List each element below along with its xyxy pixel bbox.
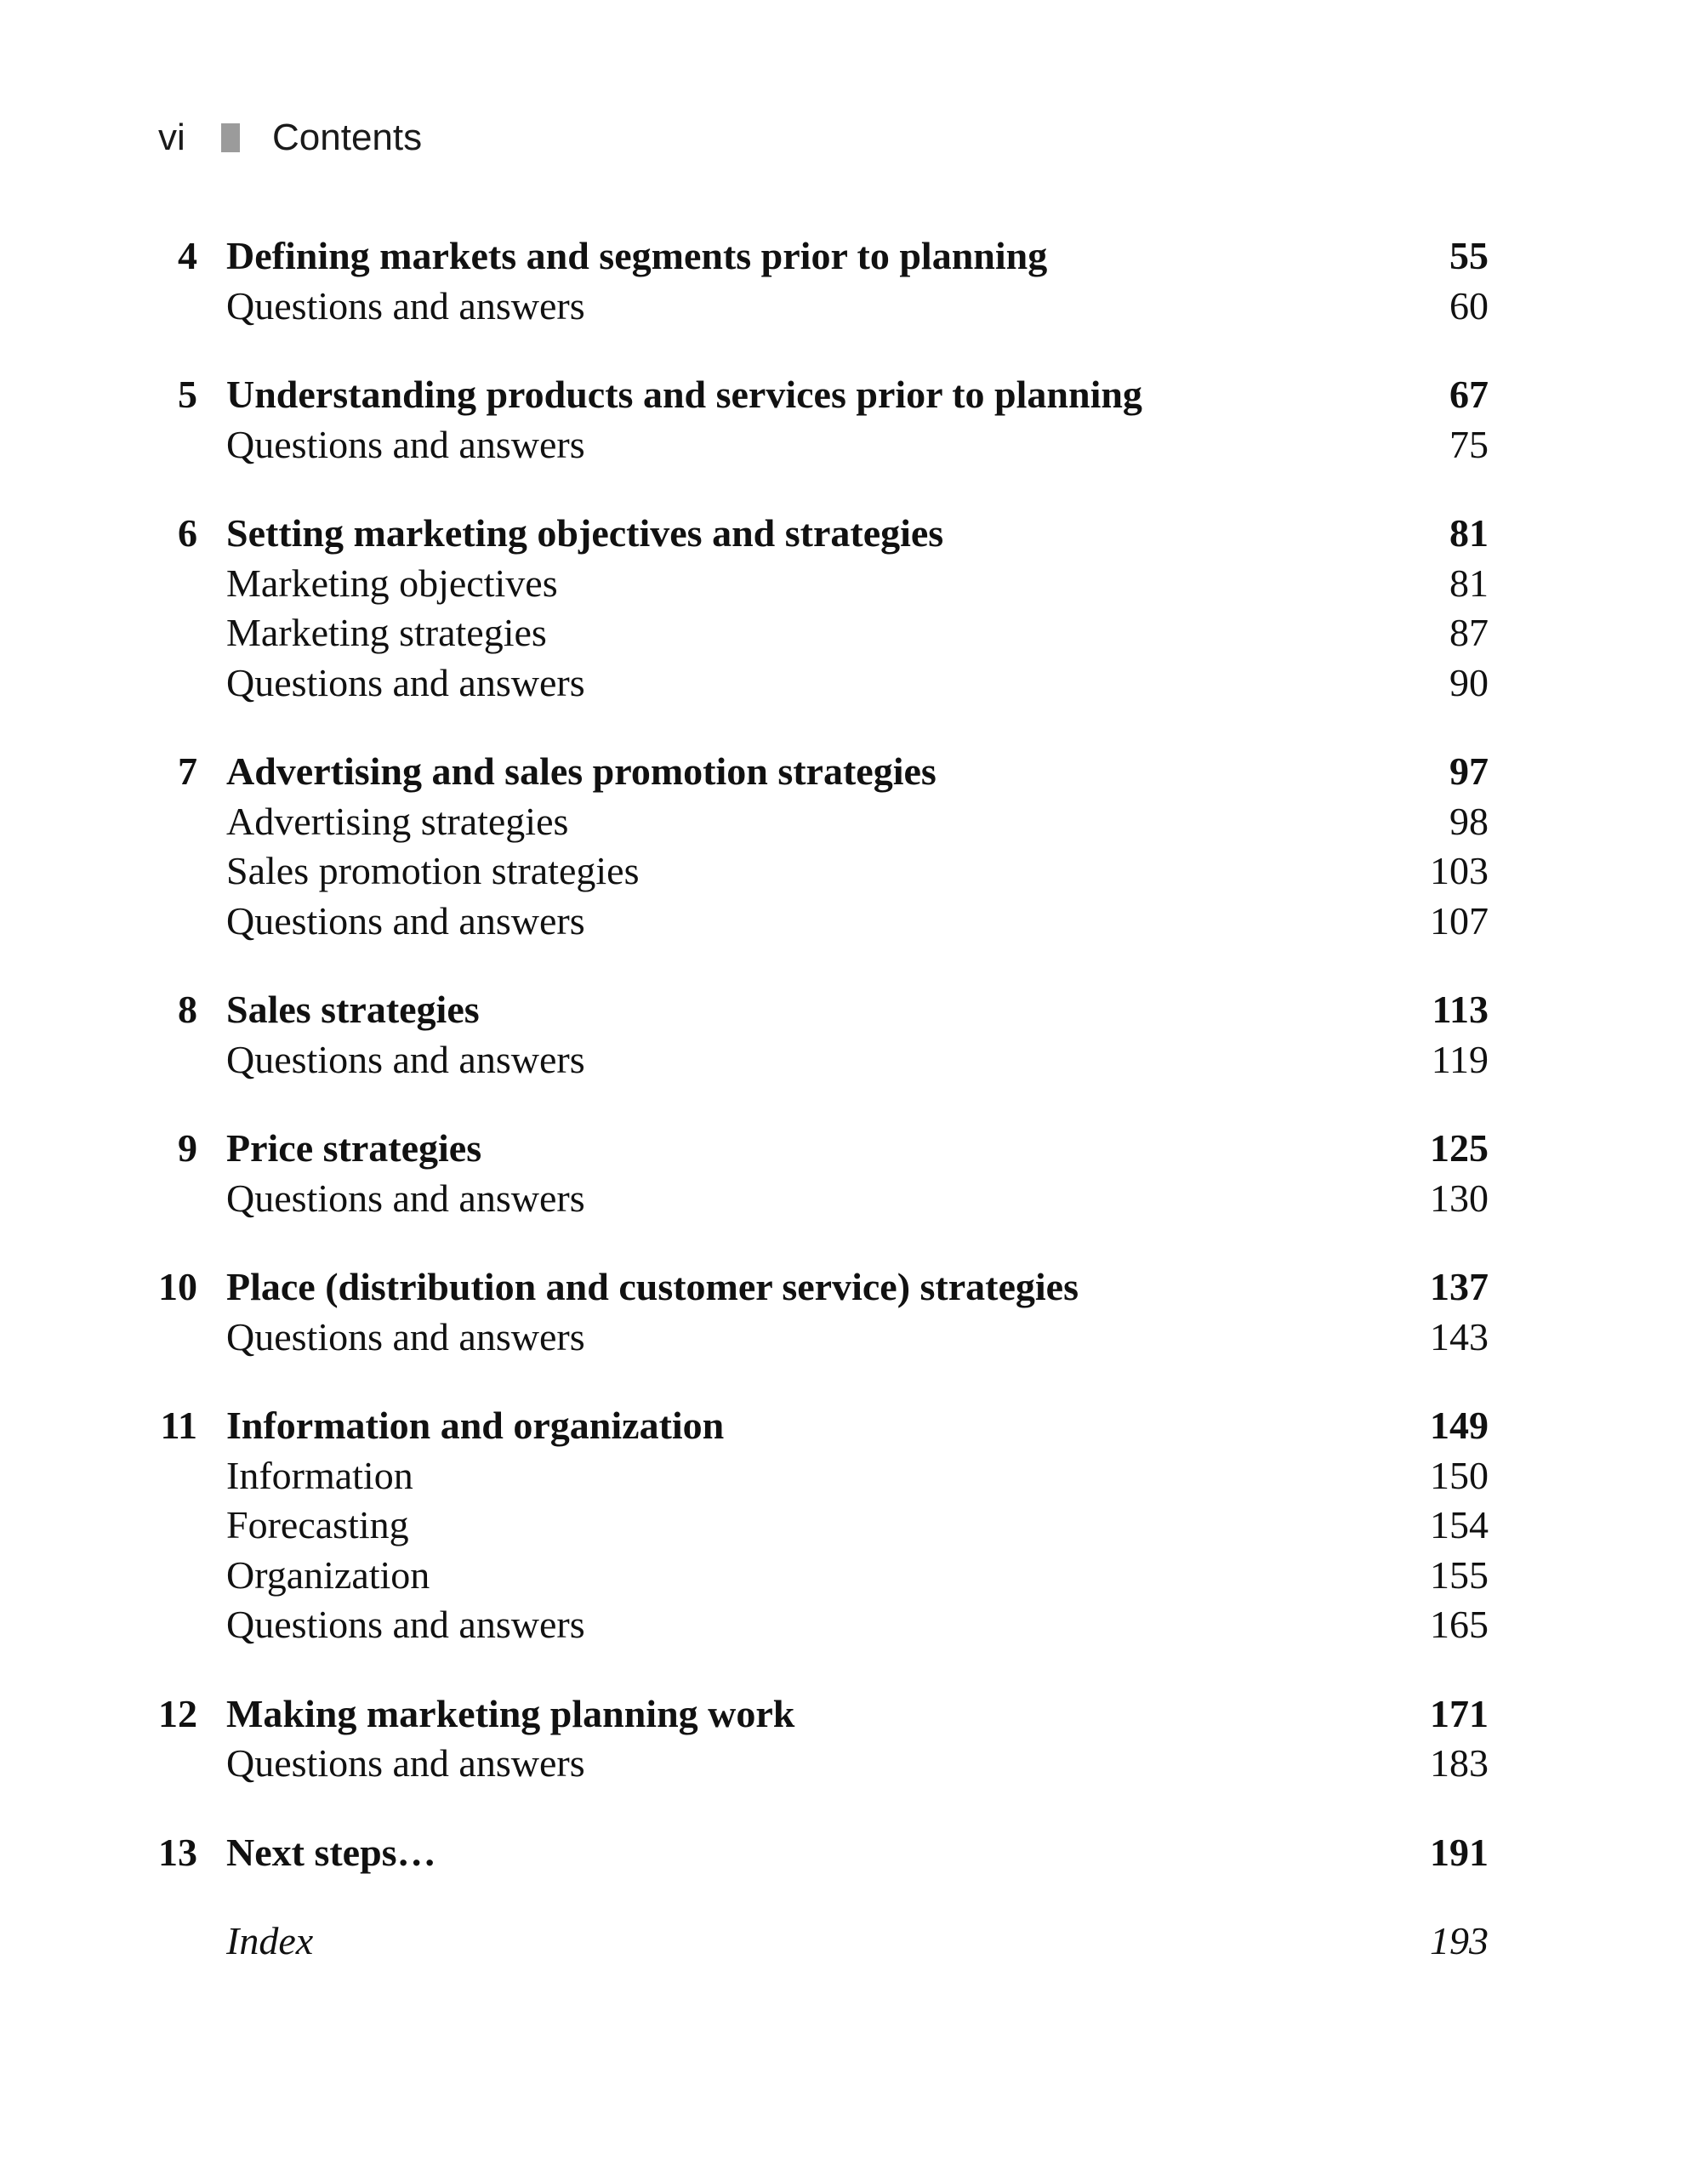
toc-entry-page: 154 xyxy=(1430,1503,1489,1546)
chapter-page: 137 xyxy=(1430,1265,1489,1308)
chapter-page: 67 xyxy=(1449,373,1489,416)
toc-entry-page: 90 xyxy=(1449,660,1489,704)
toc-entry-title: Questions and answers xyxy=(226,1176,585,1220)
section-title: Contents xyxy=(272,117,423,158)
chapter-title: Making marketing planning work xyxy=(226,1691,795,1735)
toc-entry-page: 119 xyxy=(1431,1037,1489,1081)
chapter-title: Setting marketing objectives and strategies xyxy=(226,511,944,555)
chapter-title: Advertising and sales promotion strategies xyxy=(226,749,937,793)
toc-chapter-13 xyxy=(0,1828,1708,1878)
toc-entry-title: Advertising strategies xyxy=(226,799,569,843)
chapter-title: Information and organization xyxy=(226,1404,725,1447)
toc-entry-row xyxy=(0,1600,1708,1650)
toc-entry-row xyxy=(0,897,1708,947)
chapter-page: 125 xyxy=(1430,1126,1489,1170)
toc-entry-row xyxy=(0,1035,1708,1085)
toc-chapter-12 xyxy=(0,1689,1708,1789)
toc-entry-title: Questions and answers xyxy=(226,660,585,704)
toc-entry-row xyxy=(0,1551,1708,1601)
toc-entry-page: 98 xyxy=(1449,799,1489,843)
chapter-page: 81 xyxy=(1449,511,1489,555)
toc-entry-row xyxy=(0,1501,1708,1551)
chapter-page: 55 xyxy=(1449,234,1489,277)
toc-entry-page: 87 xyxy=(1449,611,1489,654)
toc-entry-row xyxy=(0,797,1708,847)
toc-entry-title: Questions and answers xyxy=(226,1603,585,1646)
toc-entry-row xyxy=(0,282,1708,332)
chapter-heading-row xyxy=(0,1262,1708,1313)
chapter-heading-row xyxy=(0,370,1708,420)
chapter-number: 9 xyxy=(178,1126,197,1170)
toc-entry-page: 155 xyxy=(1430,1552,1489,1597)
chapter-page: 171 xyxy=(1430,1691,1489,1735)
index-title: Index xyxy=(226,1919,314,1962)
toc-entry-page: 75 xyxy=(1449,422,1489,466)
toc-entry-row xyxy=(0,1451,1708,1501)
chapter-title: Place (distribution and customer service) strategies xyxy=(226,1265,1079,1308)
toc-entry-row xyxy=(0,608,1708,658)
toc-entry-page: 130 xyxy=(1430,1176,1489,1220)
toc-chapter-5 xyxy=(0,370,1708,470)
toc-entry-title: Questions and answers xyxy=(226,283,585,327)
toc-entry-title: Marketing objectives xyxy=(226,561,558,605)
chapter-number: 4 xyxy=(178,234,197,277)
toc-entry-row xyxy=(0,846,1708,897)
chapter-heading-row xyxy=(0,985,1708,1035)
chapter-heading-row xyxy=(0,1828,1708,1878)
toc-chapter-11 xyxy=(0,1401,1708,1650)
index-page: 193 xyxy=(1430,1919,1489,1962)
toc-index-row xyxy=(0,1917,1708,1967)
toc-entry-row xyxy=(0,658,1708,709)
toc-entry-page: 60 xyxy=(1449,283,1489,327)
toc-entry-page: 165 xyxy=(1430,1603,1489,1646)
toc-entry-title: Organization xyxy=(226,1552,430,1597)
chapter-heading-row xyxy=(0,747,1708,797)
toc-entry-row xyxy=(0,1739,1708,1789)
toc-entry-title: Questions and answers xyxy=(226,1741,585,1785)
toc-entry-page: 107 xyxy=(1430,898,1489,943)
toc-entry-row xyxy=(0,559,1708,609)
chapter-page: 113 xyxy=(1432,988,1489,1031)
chapter-title: Next steps… xyxy=(226,1830,436,1874)
toc-entry-page: 150 xyxy=(1430,1453,1489,1497)
toc-chapter-10 xyxy=(0,1262,1708,1362)
table-of-contents xyxy=(0,231,1708,1967)
toc-chapter-8 xyxy=(0,985,1708,1085)
chapter-number: 6 xyxy=(178,511,197,555)
chapter-number: 13 xyxy=(158,1830,197,1874)
chapter-number: 10 xyxy=(158,1265,197,1308)
chapter-number: 5 xyxy=(178,373,197,416)
header-marker xyxy=(221,123,240,152)
toc-entry-page: 103 xyxy=(1430,849,1489,892)
toc-entry-title: Marketing strategies xyxy=(226,611,547,654)
toc-entry-title: Questions and answers xyxy=(226,1314,585,1358)
toc-chapter-9 xyxy=(0,1124,1708,1223)
chapter-number: 8 xyxy=(178,988,197,1031)
toc-entry-page: 143 xyxy=(1430,1314,1489,1358)
chapter-title: Sales strategies xyxy=(226,988,480,1031)
chapter-title: Defining markets and segments prior to planning xyxy=(226,234,1048,277)
toc-entry-page: 81 xyxy=(1449,561,1489,605)
page-folio: vi xyxy=(158,117,185,158)
toc-chapter-6 xyxy=(0,509,1708,708)
toc-entry-title: Forecasting xyxy=(226,1503,409,1546)
toc-entry-row xyxy=(0,420,1708,470)
toc-entry-title: Questions and answers xyxy=(226,1037,585,1081)
chapter-heading-row xyxy=(0,1124,1708,1174)
toc-entry-title: Information xyxy=(226,1453,413,1497)
chapter-title: Price strategies xyxy=(226,1126,482,1170)
chapter-number: 11 xyxy=(160,1404,197,1447)
toc-entry-title: Questions and answers xyxy=(226,422,585,466)
chapter-page: 191 xyxy=(1430,1830,1489,1874)
chapter-page: 149 xyxy=(1430,1404,1489,1447)
chapter-number: 12 xyxy=(158,1691,197,1735)
toc-entry-title: Sales promotion strategies xyxy=(226,849,640,892)
running-head xyxy=(158,112,422,163)
chapter-heading-row xyxy=(0,231,1708,282)
toc-entry-title: Questions and answers xyxy=(226,898,585,943)
toc-entry-page: 183 xyxy=(1430,1741,1489,1785)
chapter-heading-row xyxy=(0,1689,1708,1740)
toc-entry-row xyxy=(0,1174,1708,1224)
chapter-heading-row xyxy=(0,509,1708,559)
chapter-number: 7 xyxy=(178,749,197,793)
chapter-page: 97 xyxy=(1449,749,1489,793)
chapter-title: Understanding products and services prior to planning xyxy=(226,373,1142,416)
toc-entry-row xyxy=(0,1313,1708,1363)
chapter-heading-row xyxy=(0,1401,1708,1451)
toc-chapter-7 xyxy=(0,747,1708,946)
toc-chapter-4 xyxy=(0,231,1708,331)
